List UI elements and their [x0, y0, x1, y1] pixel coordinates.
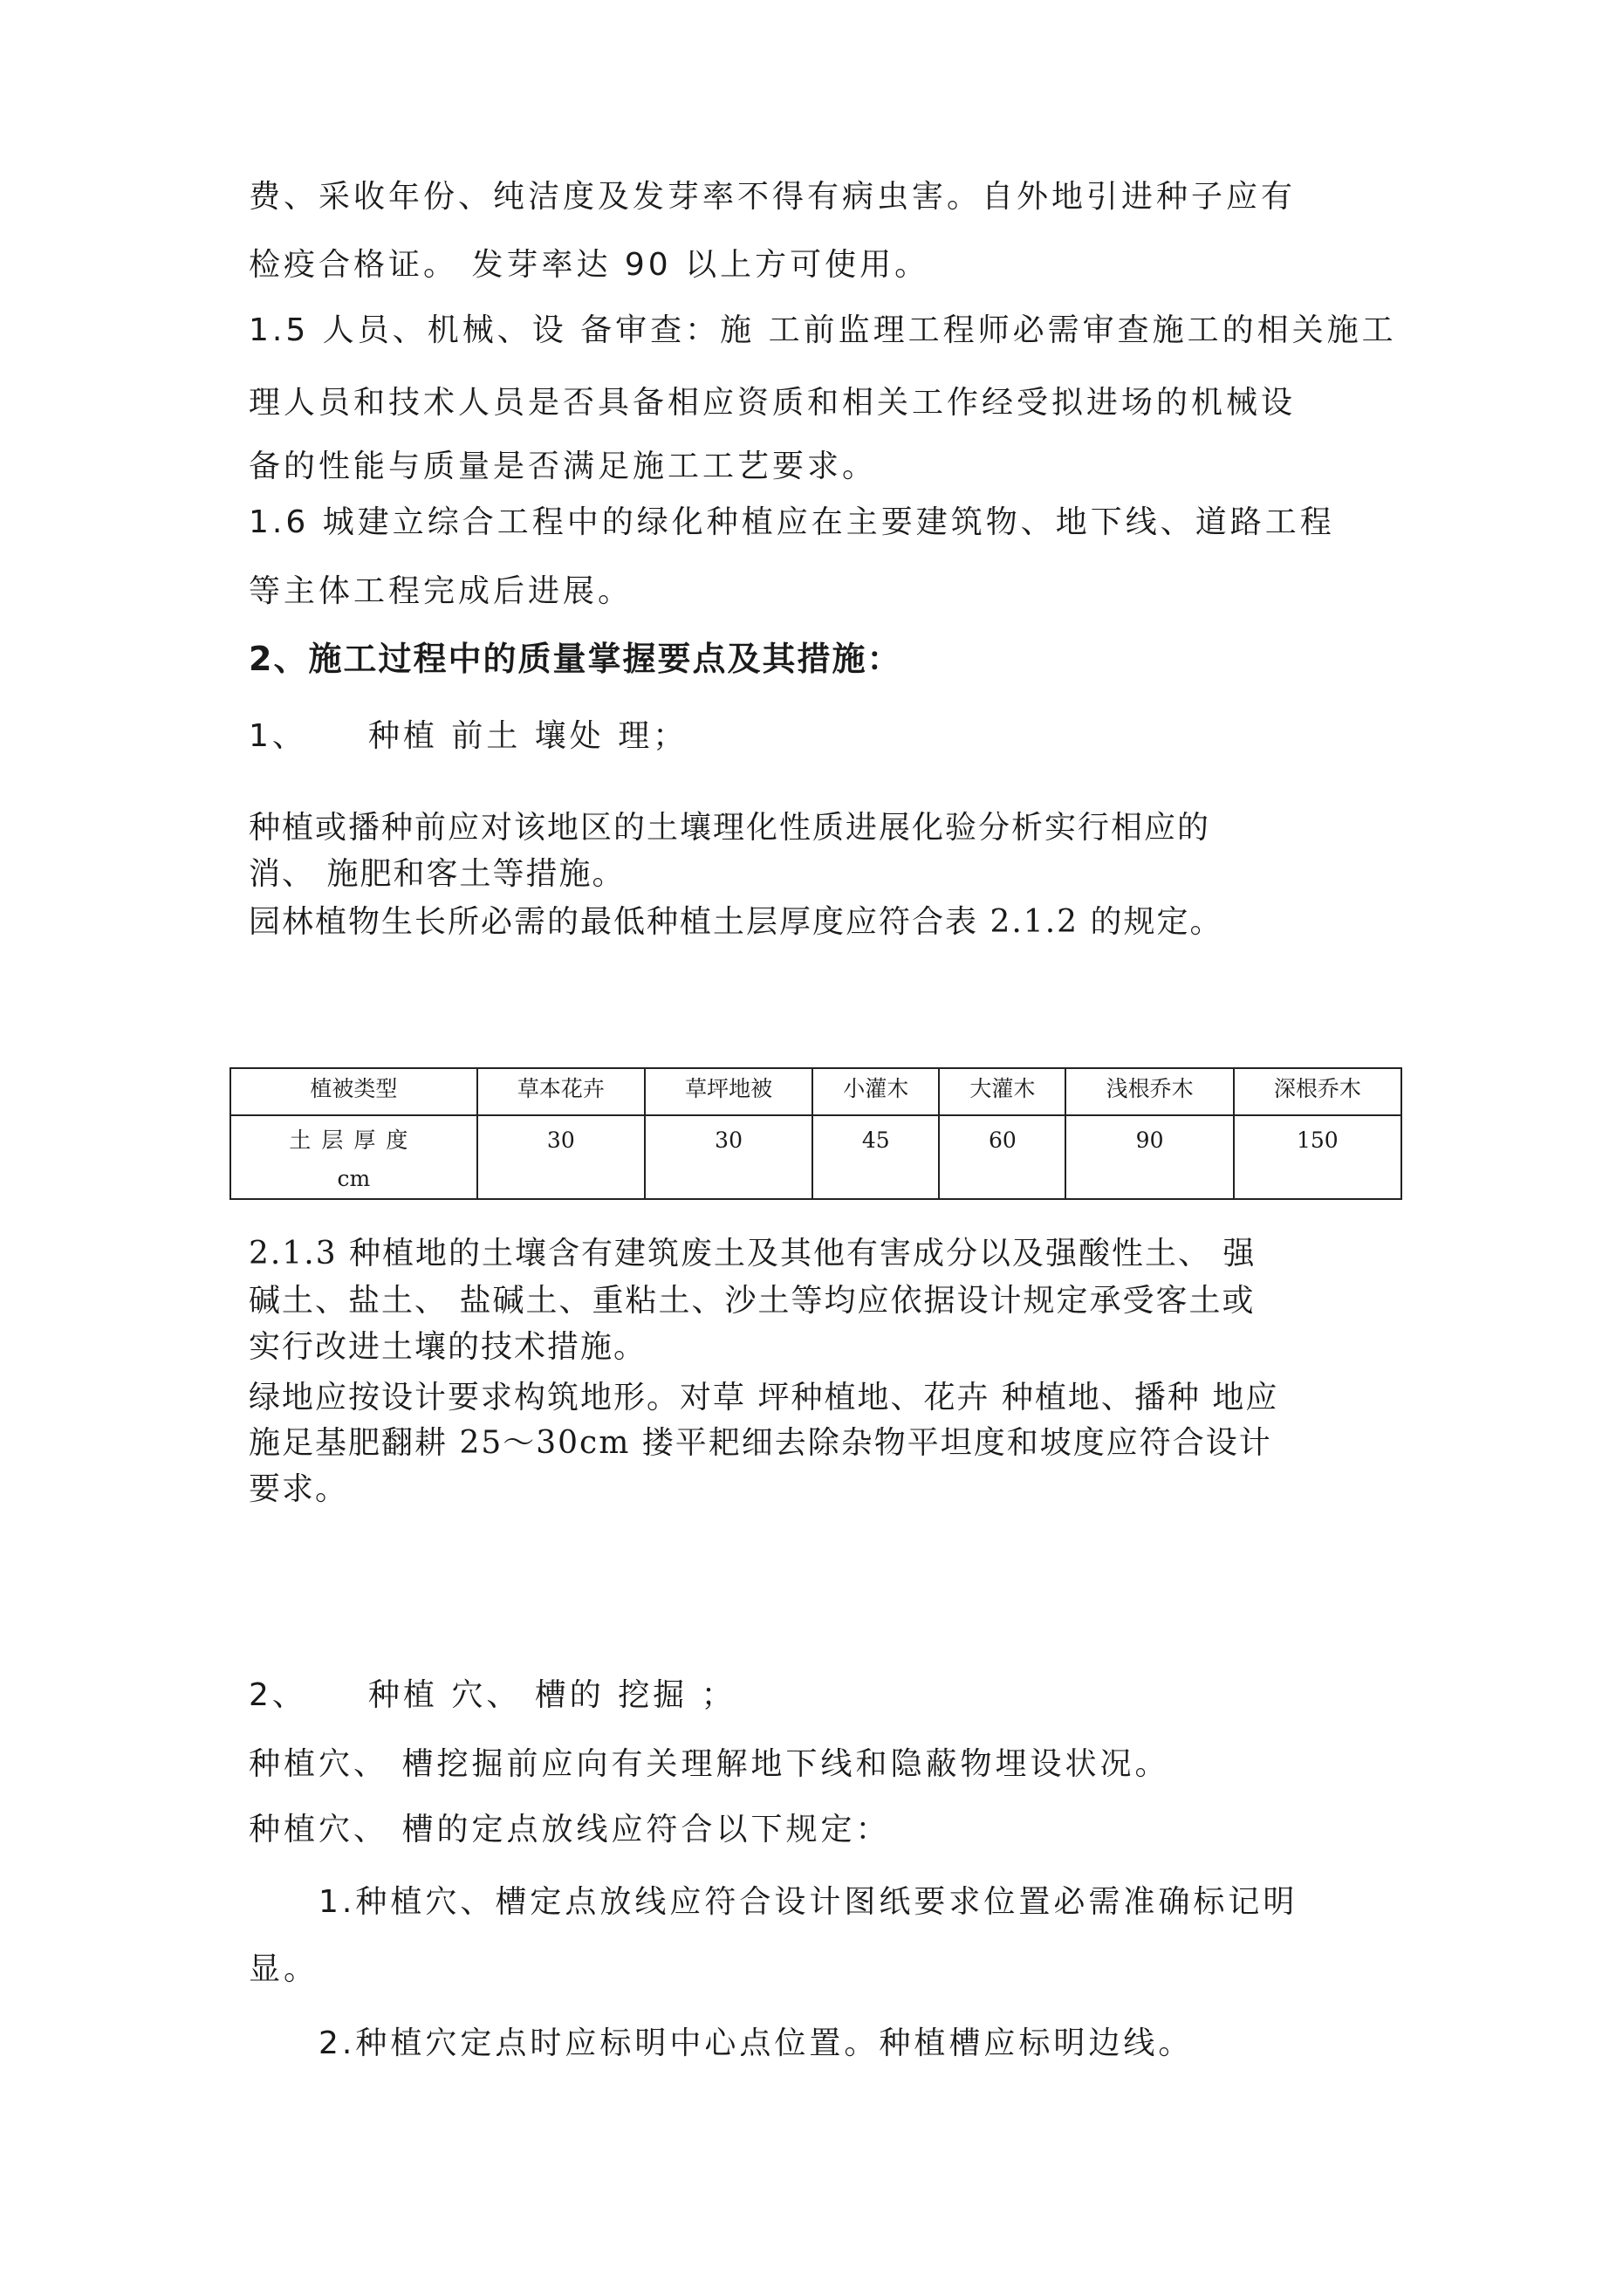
table-cell: 150	[1234, 1115, 1401, 1199]
item-title: 种植 前土 壤处 理；	[367, 718, 688, 754]
row-label: 土层厚度	[289, 1127, 419, 1153]
table-header-cell: 大灌木	[939, 1068, 1065, 1115]
table-header-cell: 草本花卉	[477, 1068, 645, 1115]
paragraph-line: 费、采收年份、纯洁度及发芽率不得有病虫害。自外地引进种子应有	[249, 179, 1297, 215]
paragraph-line: 消、 施肥和客土等措施。	[249, 856, 626, 892]
table-row	[230, 1115, 1401, 1199]
paragraph-line: 绿地应按设计要求构筑地形。对草 坪种植地、花卉 种植地、播种 地应	[249, 1380, 1279, 1415]
paragraph-line: 种植穴、 槽挖掘前应向有关理解地下线和隐蔽物埋设状况。	[249, 1746, 1170, 1782]
paragraph-line: 园林植物生长所必需的最低种植土层厚度应符合表 2.1.2 的规定。	[249, 904, 1223, 940]
item-number: 1、	[249, 718, 307, 754]
item-title: 种植 穴、 槽的 挖掘 ；	[367, 1677, 736, 1713]
table-header-cell: 深根乔木	[1234, 1068, 1401, 1115]
paragraph-line: 种植或播种前应对该地区的土壤理化性质进展化验分析实行相应的	[249, 810, 1211, 846]
rule-line: 1.种植穴、槽定点放线应符合设计图纸要求位置必需准确标记明	[318, 1884, 1298, 1920]
table-cell: 90	[1065, 1115, 1233, 1199]
table-cell: 45	[812, 1115, 939, 1199]
table-cell: 60	[939, 1115, 1065, 1199]
item-number: 2、	[249, 1677, 307, 1713]
paragraph-line: 1.5 人员、机械、设 备审查：施 工前监理工程师必需审查施工的相关施工	[249, 312, 1397, 348]
paragraph-line: 种植穴、 槽的定点放线应符合以下规定：	[249, 1812, 891, 1847]
paragraph-line: 备的性能与质量是否满足施工工艺要求。	[249, 449, 878, 484]
soil-thickness-table	[229, 1067, 1402, 1200]
paragraph-line: 检疫合格证。 发芽率达 90 以上方可使用。	[249, 247, 930, 283]
item-title-row	[249, 1676, 736, 1715]
table-header-row	[230, 1068, 1401, 1115]
paragraph-line: 2.1.3 种植地的土壤含有建筑废土及其他有害成分以及强酸性土、 强	[249, 1236, 1257, 1271]
row-label-cell	[230, 1115, 477, 1199]
paragraph-line: 碱土、盐土、 盐碱土、重粘土、沙土等均应依据设计规定承受客土或	[249, 1283, 1256, 1319]
paragraph-line: 要求。	[249, 1471, 349, 1507]
paragraph-line: 等主体工程完成后进展。	[249, 573, 633, 609]
table-header-cell: 草坪地被	[645, 1068, 812, 1115]
table-cell: 30	[645, 1115, 812, 1199]
table-cell: 30	[477, 1115, 645, 1199]
table-header-cell: 浅根乔木	[1065, 1068, 1233, 1115]
table-header-cell: 植被类型	[230, 1068, 477, 1115]
rule-line: 2.种植穴定点时应标明中心点位置。种植槽应标明边线。	[318, 2025, 1194, 2061]
section-heading: 2、施工过程中的质量掌握要点及其措施：	[249, 640, 902, 678]
table-header-cell: 小灌木	[812, 1068, 939, 1115]
paragraph-line: 1.6 城建立综合工程中的绿化种植应在主要建筑物、地下线、道路工程	[249, 504, 1335, 540]
paragraph-line: 实行改进土壤的技术措施。	[249, 1329, 647, 1365]
paragraph-line: 理人员和技术人员是否具备相应资质和相关工作经受拟进场的机械设	[249, 385, 1297, 421]
paragraph-line: 施足基肥翻耕 25～30cm 搂平耙细去除杂物平坦度和坡度应符合设计	[249, 1425, 1272, 1461]
item-title-row	[249, 717, 688, 756]
rule-line: 显。	[249, 1951, 319, 1987]
row-unit: cm	[337, 1166, 371, 1191]
